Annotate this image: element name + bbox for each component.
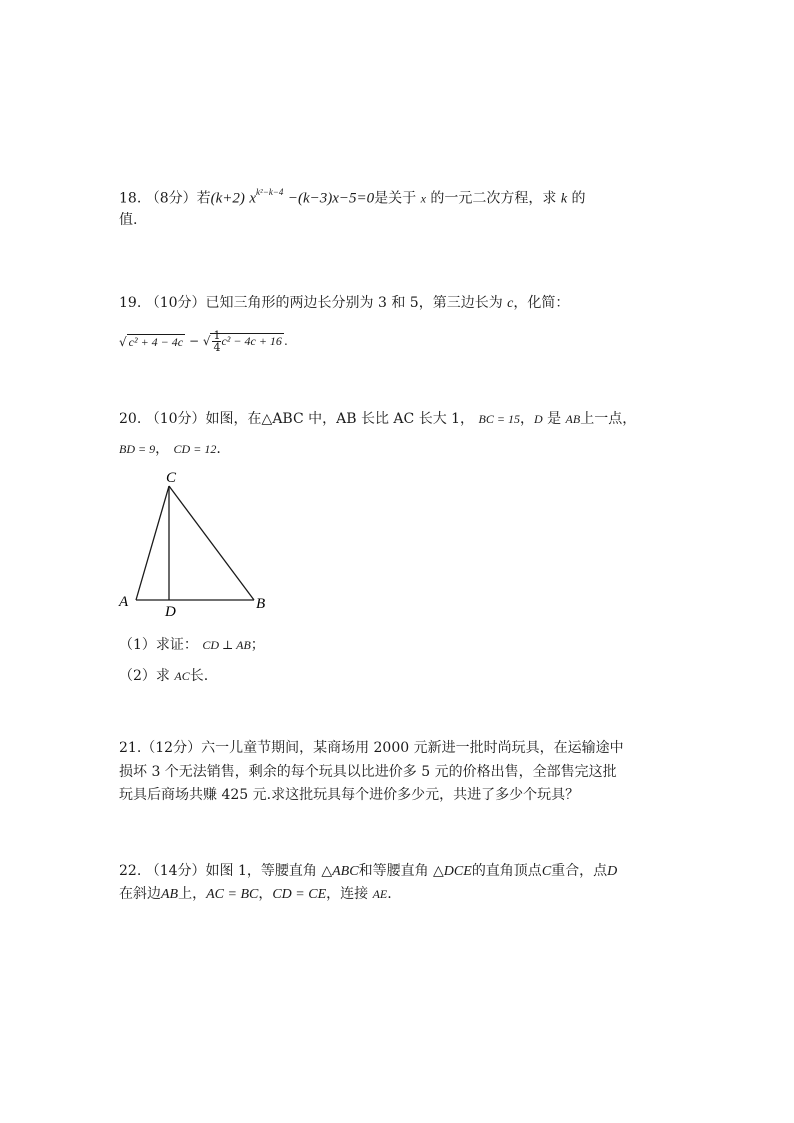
q20-part2 xyxy=(119,666,208,686)
q22-t4: 重合，点 xyxy=(551,863,608,879)
q18-var-k: k xyxy=(560,191,568,207)
q22-end: . xyxy=(387,886,392,902)
q20-end: . xyxy=(216,441,221,457)
q20-label-b: B xyxy=(256,596,266,612)
q19-var-c: c xyxy=(507,296,514,311)
q18-mid: 是关于 xyxy=(374,190,417,207)
q18-tail2: 的 xyxy=(571,190,586,207)
q20-side-ac xyxy=(136,486,169,600)
q19-radical-2: √ $\frac{1}{4}$ c² − 4c + 16 xyxy=(202,329,282,354)
q18-score: （8分） xyxy=(145,190,197,207)
q22-t2: 和等腰直角 xyxy=(358,863,429,879)
q22-eq2: CD = CE xyxy=(272,887,327,902)
q20-line1 xyxy=(119,409,636,429)
q20-side-cb xyxy=(169,486,254,600)
q20-line2 xyxy=(119,439,221,459)
q19-radicand-2-rest: c² − 4c + 16 xyxy=(221,334,282,348)
q19-line1 xyxy=(119,293,569,314)
q22-d: D xyxy=(607,864,618,879)
q18-eq-b: −(k−3)x−5=0 xyxy=(287,190,375,207)
q19-frac-num: 1 xyxy=(213,329,221,342)
q22-comma1: ， xyxy=(258,886,273,902)
q18-number: 18. xyxy=(119,190,142,207)
q19-end: . xyxy=(283,334,288,348)
q20-comma1: ， xyxy=(519,411,534,427)
q20-triangle-figure xyxy=(110,462,280,622)
q22-tri1: △ABC xyxy=(321,864,359,879)
q19-text2: ，化简： xyxy=(513,295,570,311)
q22-c: C xyxy=(541,864,552,879)
q22-line1 xyxy=(119,861,617,882)
q19-minus: − xyxy=(188,334,199,348)
q20-label-a: A xyxy=(119,594,129,610)
q20-part1 xyxy=(119,635,265,655)
q20-part2-end: 长. xyxy=(189,668,209,684)
q22-ab: AB xyxy=(161,887,179,902)
q20-part1-math: CD ⊥ AB xyxy=(202,638,251,652)
q19-number: 19. xyxy=(119,295,142,311)
q18-var-x: x xyxy=(420,191,426,206)
q21-line3: 玩具后商场共赚 425 元.求这批玩具每个进价多少元，共进了多少个玩具？ xyxy=(119,787,580,803)
q20-label-c: C xyxy=(166,470,177,486)
q18-lead: 若 xyxy=(196,190,211,207)
q19-radicand-2 xyxy=(210,329,283,354)
q22-t7: ，连接 xyxy=(326,886,369,902)
q18-eq-a: (k+2) xyxy=(210,190,245,207)
q22-t5: 在斜边 xyxy=(119,886,161,902)
q22-tri2: △DCE xyxy=(433,864,472,879)
q22-eq1: AC = BC xyxy=(206,887,259,902)
q22-score: （14分） xyxy=(145,863,206,879)
q20-text: 如图，在△ABC 中，AB 长比 AC 长大 1， xyxy=(205,411,475,427)
q20-bc: BC = 15 xyxy=(478,412,520,426)
q22-line2 xyxy=(119,884,392,905)
q18-exponent: k²−k−4 xyxy=(256,187,284,197)
q20-score: （10分） xyxy=(145,411,206,427)
q20-part2-prefix: （2）求 xyxy=(119,668,170,684)
q21-line2: 损坏 3 个无法销售，剩余的每个玩具以比进价多 5 元的价格出售，全部售完这批 xyxy=(119,764,617,780)
q20-part1-end: ； xyxy=(250,637,265,653)
q22-t6: 上， xyxy=(178,886,207,902)
q18-line2: 值. xyxy=(119,212,138,228)
q20-text2: 是 xyxy=(547,411,562,427)
q18-x1: x xyxy=(249,190,257,207)
q18-tail1: 的一元二次方程，求 xyxy=(430,190,557,207)
q19-text: 已知三角形的两边长分别为 3 和 5，第三边长为 xyxy=(205,295,503,311)
q19-radical-1: √ c² + 4 − 4c xyxy=(119,334,184,349)
q22-t1: 如图 1，等腰直角 xyxy=(205,863,317,879)
q20-ab: AB xyxy=(565,412,581,426)
q22-ae: AE xyxy=(372,887,388,901)
q20-cd: CD = 12 xyxy=(173,442,217,456)
q18-line1 xyxy=(119,184,586,210)
q19-radicand-1: c² + 4 − 4c xyxy=(128,334,184,349)
q19-frac-den: 4 xyxy=(213,341,221,354)
q20-part1-prefix: （1）求证： xyxy=(119,637,198,653)
q20-d: D xyxy=(533,412,543,426)
q22-t3: 的直角顶点 xyxy=(471,863,542,879)
q20-text3: 上一点， xyxy=(580,411,637,427)
q20-label-d: D xyxy=(165,604,176,620)
q19-expression xyxy=(119,330,288,353)
q20-bd: BD = 9 xyxy=(119,442,156,456)
q20-number: 20. xyxy=(119,411,142,427)
q19-score: （10分） xyxy=(145,295,206,311)
q20-part2-math: AC xyxy=(174,669,190,683)
q20-comma2: ， xyxy=(155,441,170,457)
q22-number: 22. xyxy=(119,863,142,879)
q21-line1: 21.（12分）六一儿童节期间，某商场用 2000 元新进一批时尚玩具，在运输途中 xyxy=(119,740,624,756)
